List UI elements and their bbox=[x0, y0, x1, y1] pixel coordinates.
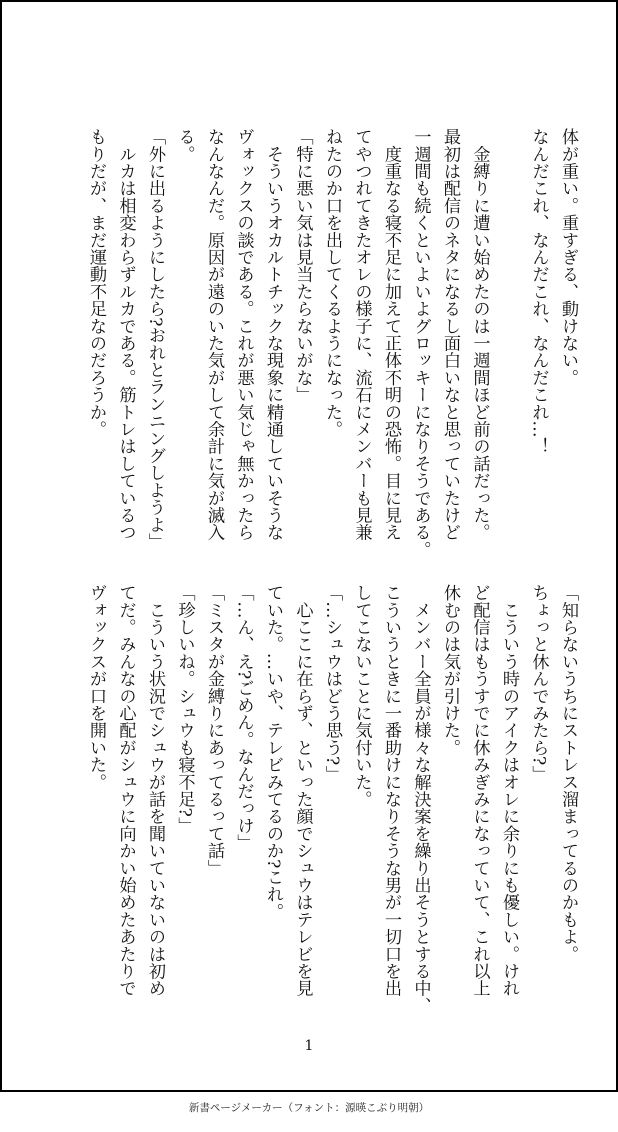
text-line: 心ここに在らず、といった顔でシュウはテレビを見 bbox=[292, 584, 313, 997]
text-line: ルカは相変わらずルカである。筋トレはしているつ bbox=[115, 128, 136, 541]
text-line: 一週間も続くといよいよグロッキーになりそうである。 bbox=[410, 128, 431, 558]
text-line: ヴォックスの談である。これが悪い気じゃ無かったら bbox=[233, 128, 254, 541]
top-text-block bbox=[81, 128, 583, 580]
text-line: こういう時のアイクはオレに余りにも優しい。けれ bbox=[499, 584, 519, 997]
text-line: ねたのか口を出してくるようになった。 bbox=[322, 128, 342, 438]
text-line: ていた。…いや、テレビみてるのか?これ。 bbox=[263, 584, 283, 921]
text-line: ヴォックスが口を開いた。 bbox=[86, 584, 106, 791]
text-line: 「…ん、え?ごめん。なんだっけ」 bbox=[233, 584, 254, 852]
text-line: そういうオカルトチックな現象に精通していそうな bbox=[263, 128, 283, 541]
text-line: なんなんだ。原因が遠のいた気がして余計に気が滅入 bbox=[204, 128, 224, 541]
text-line: なんだこれ、なんだこれ、なんだこれ…！ bbox=[528, 128, 549, 455]
text-line: る。 bbox=[174, 128, 195, 163]
text-line: 最初は配信のネタになるし面白いなと思っていたけど bbox=[440, 128, 460, 541]
text-line: ど配信はもうすでに休みぎみになっていて、これ以上 bbox=[469, 584, 490, 997]
text-line: ちょっと休んでみたら?」 bbox=[528, 584, 549, 783]
text-line: 度重なる寝不足に加えて正体不明の恐怖。目に見え bbox=[381, 128, 401, 541]
bottom-text-block bbox=[81, 584, 583, 1024]
text-line: てやつれてきたオレの様子に、流石にメンバーも見兼 bbox=[351, 128, 372, 541]
text-line: こういうときに一番助けになりそうな男が一切口を出 bbox=[381, 584, 401, 997]
text-line: 「珍しいね。シュウも寝不足?」 bbox=[174, 584, 195, 835]
text-line: 「特に悪い気は見当たらないがな」 bbox=[292, 128, 313, 404]
text-line: 「知らないうちにストレス溜まってるのかもよ。 bbox=[558, 584, 578, 963]
text-line bbox=[494, 128, 524, 580]
text-line: 「ミスタが金縛りにあってるって話」 bbox=[204, 584, 224, 877]
text-line: 休むのは気が引けた。 bbox=[440, 584, 460, 756]
text-line: メンバー全員が様々な解決案を繰り出そうとする中、 bbox=[410, 584, 431, 1014]
text-line: 「…シュウはどう思う?」 bbox=[322, 584, 342, 783]
text-line: 金縛りに遭い始めたのは一週間ほど前の話だった。 bbox=[469, 128, 490, 541]
text-line: こういう状況でシュウが話を聞いていないのは初め bbox=[145, 584, 165, 997]
page-number: 1 bbox=[304, 1038, 314, 1054]
footer-credit: 新書ページメーカー（フォント：源暎こぶり明朝） bbox=[188, 1102, 430, 1114]
text-line: てだ。みんなの心配がシュウに向かい始めたあたりで bbox=[115, 584, 136, 997]
text-line: してこないことに気付いた。 bbox=[351, 584, 372, 808]
text-line: 体が重い。重すぎる、動けない。 bbox=[558, 128, 578, 386]
text-line: 「外に出るようにしたら?おれとランニングしようよ」 bbox=[145, 128, 165, 551]
text-line: もりだが、まだ運動不足なのだろうか。 bbox=[86, 128, 106, 438]
